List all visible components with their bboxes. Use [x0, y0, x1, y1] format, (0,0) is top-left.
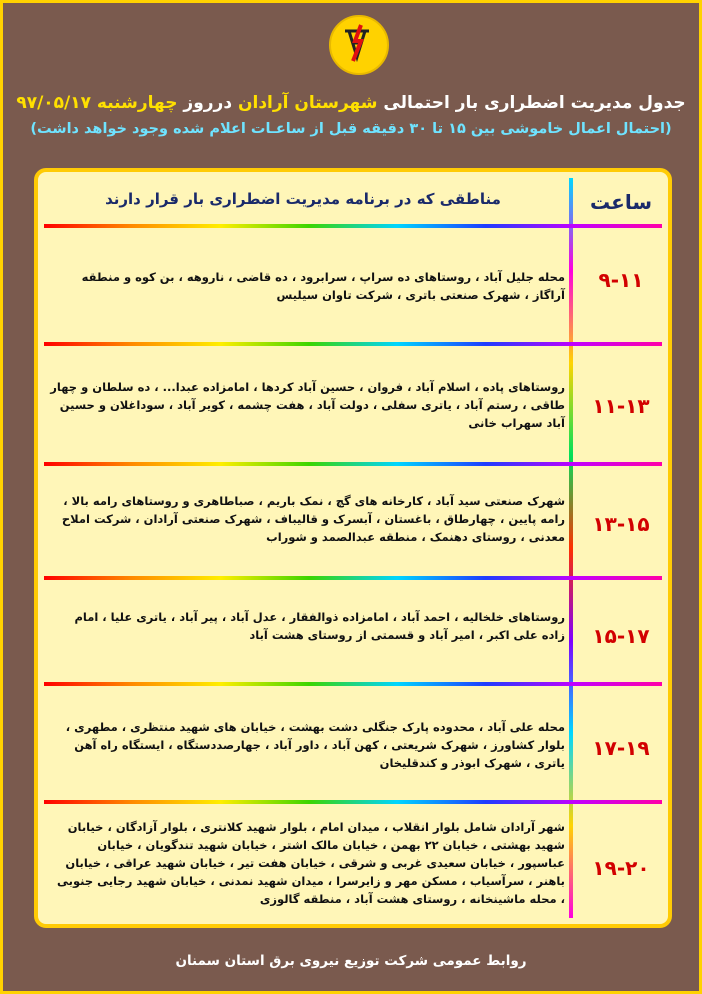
column-header-time: ساعت [589, 190, 652, 214]
row-time: ۱۷-۱۹ [592, 736, 650, 760]
row-time: ۱۱-۱۳ [592, 394, 650, 418]
row-areas: روستاهای پاده ، اسلام آباد ، فروان ، حسین آباد کردها ، امامزاده عبدا... ، ده سلطان و چهار طاقی ، رستم آباد ، یاتری سفلی ، دولت آباد ، هفت چشمه ، کویر آباد ، سوداغلان و حسین آباد سهراب خانی [50, 380, 565, 430]
row-divider [44, 576, 662, 580]
row-divider [44, 800, 662, 804]
row-areas: محله جلیل آباد ، روستاهای ده سراپ ، سرابرود ، ده قاضی ، ناروهه ، بن کوه و منطقه آراگاز ، شهرک صنعتی باتری ، شرکت تاوان سیلیس [81, 270, 565, 302]
page-title [13, 93, 689, 113]
row-areas: شهر آرادان شامل بلوار انقلاب ، میدان امام ، بلوار شهید کلانتری ، بلوار آزادگان ، خیابان شهید بهشتی ، خیابان ۲۲ بهمن ، خیابان مالک اشتر ، خیابان شهید تندگویان ، خیابان عباسپور ، خیابان سعیدی غربی و شرقی ، خیابان هفت تیر ، خیابان شهید عراقی ، خیابان باهنر ، سرآسیاب ، مسکن مهر و زایرسرا ، میدان شهید نمدنی ، خیابان شهید رجایی جنوبی ، محله ماشینخانه ، روستای هشت آباد ، منطقه گالوزی [57, 820, 565, 906]
row-areas: محله علی آباد ، محدوده پارک جنگلی دشت بهشت ، خیابان های شهید منتظری ، مطهری ، بلوار کشاورز ، شهرک شریعتی ، کهن آباد ، داور آباد ، جهارصددستگاه ، ایستگاه راه آهن یاتری ، شهرک ابوذر و کندقلیخان [65, 720, 565, 770]
column-header-areas: مناطقی که در برنامه مدیریت اضطراری بار قرار دارند [105, 190, 501, 208]
title-prefix: جدول مدیریت اضطراری بار احتمالی [383, 93, 686, 113]
row-divider [44, 224, 662, 228]
footer-credit: روابط عمومی شرکت توزیع نیروی برق استان سمنان [175, 953, 527, 969]
schedule-table [34, 168, 672, 928]
electric-company-logo-icon [329, 15, 389, 75]
row-time: ۱۹-۲۰ [592, 856, 650, 880]
title-date: چهارشنبه ۹۷/۰۵/۱۷ [16, 93, 178, 113]
row-areas: شهرک صنعتی سید آباد ، کارخانه های گچ ، نمک باریم ، صباطاهری و روستاهای رامه بالا ، رامه پایین ، چهارطاق ، باغستان ، آبسرک و قالیباف ، شهرک صنعتی آرادان ، شرکت املاح معدنی ، روستای دهنمک ، منطقه عبدالصمد و شوراب [61, 494, 565, 544]
row-time: ۱۳-۱۵ [592, 512, 650, 536]
row-time: ۱۵-۱۷ [592, 624, 650, 648]
title-mid: درروز [183, 93, 233, 113]
row-divider [44, 462, 662, 466]
title-city: شهرستان آرادان [237, 93, 378, 113]
row-time: ۹-۱۱ [598, 268, 644, 292]
row-areas: روستاهای خلخالیه ، احمد آباد ، امامزاده ذوالفقار ، عدل آباد ، پیر آباد ، یاتری علیا ، امام زاده علی اکبر ، امیر آباد و قسمتی از روستای هشت آباد [74, 610, 565, 642]
page-subtitle: (احتمال اعمال خاموشی بین ۱۵ تا ۳۰ دقیقه قبل از ساعـات اعلام شده وجود خواهد داشت) [30, 121, 672, 137]
row-divider [44, 342, 662, 346]
row-divider [44, 682, 662, 686]
